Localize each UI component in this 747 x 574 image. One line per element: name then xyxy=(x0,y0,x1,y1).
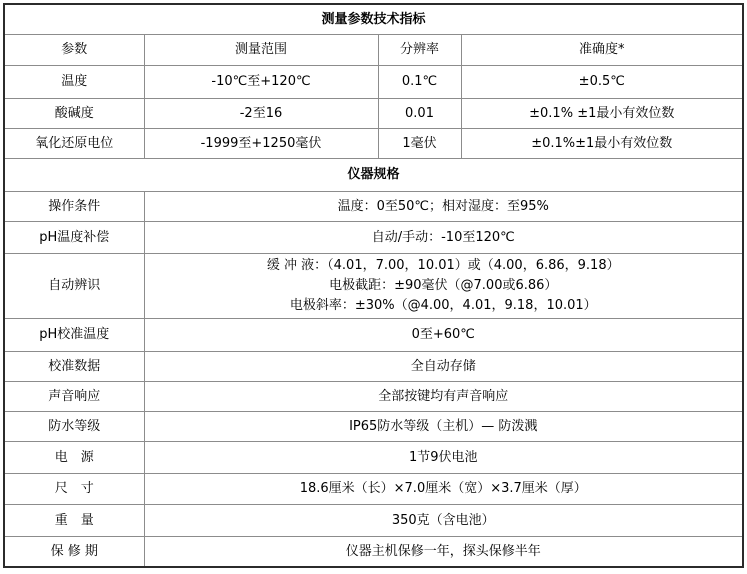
upper-section-title: 测量参数技术指标 xyxy=(4,4,743,34)
electrode-offset-line: 电极截距：±90毫伏（@7.00或6.86） xyxy=(329,277,558,293)
row-label: 电 源 xyxy=(4,441,144,473)
row-resolution: 1毫伏 xyxy=(378,128,461,158)
table-row-dimensions xyxy=(4,473,743,504)
row-range: -1999至+1250毫伏 xyxy=(144,128,378,158)
header-cell-resolution: 分辨率 xyxy=(378,34,461,65)
row-value: 1节9伏电池 xyxy=(144,441,743,473)
row-range: -2至16 xyxy=(144,98,378,128)
row-label: 保 修 期 xyxy=(4,536,144,567)
row-label: pH校准温度 xyxy=(4,318,144,351)
header-cell-accuracy: 准确度* xyxy=(461,34,743,65)
table-row-ph xyxy=(4,98,743,128)
table-row-weight xyxy=(4,504,743,536)
header-cell-range: 测量范围 xyxy=(144,34,378,65)
row-label: 声音响应 xyxy=(4,381,144,411)
table-row-cal-data xyxy=(4,351,743,381)
row-value: 仪器主机保修一年，探头保修半年 xyxy=(144,536,743,567)
table-row-power xyxy=(4,441,743,473)
row-label: 温度 xyxy=(4,65,144,98)
row-value: 全部按键均有声音响应 xyxy=(144,381,743,411)
row-label: 氧化还原电位 xyxy=(4,128,144,158)
table-row-audio-response xyxy=(4,381,743,411)
row-accuracy: ±0.1% ±1最小有效位数 xyxy=(461,98,743,128)
table-row-temperature xyxy=(4,65,743,98)
row-label: pH温度补偿 xyxy=(4,221,144,253)
table-row-orp xyxy=(4,128,743,158)
row-value: 温度：0至50℃；相对湿度：至95% xyxy=(144,191,743,221)
row-value: IP65防水等级（主机）— 防泼溅 xyxy=(144,411,743,441)
table-row-operating-conditions xyxy=(4,191,743,221)
row-value: 350克（含电池） xyxy=(144,504,743,536)
table-row-warranty xyxy=(4,536,743,567)
table-row-ph-cal-temp xyxy=(4,318,743,351)
row-range: -10℃至+120℃ xyxy=(144,65,378,98)
row-label: 操作条件 xyxy=(4,191,144,221)
table-row-auto-recognition xyxy=(4,253,743,318)
upper-header-row xyxy=(4,34,743,65)
row-resolution: 0.01 xyxy=(378,98,461,128)
row-value: 全自动存储 xyxy=(144,351,743,381)
row-resolution: 0.1℃ xyxy=(378,65,461,98)
row-label: 自动辨识 xyxy=(4,253,144,318)
row-value: 自动/手动：-10至120℃ xyxy=(144,221,743,253)
row-accuracy: ±0.5℃ xyxy=(461,65,743,98)
row-value: 0至+60℃ xyxy=(144,318,743,351)
row-label: 防水等级 xyxy=(4,411,144,441)
buffer-solutions-line: 缓 冲 液：（4.01，7.00，10.01）或（4.00，6.86，9.18） xyxy=(266,257,620,273)
row-label: 尺 寸 xyxy=(4,473,144,504)
row-label: 重 量 xyxy=(4,504,144,536)
lower-section-title: 仪器规格 xyxy=(4,158,743,191)
row-value xyxy=(144,253,743,318)
table-row-waterproof-rating xyxy=(4,411,743,441)
lower-title-row xyxy=(4,158,743,191)
row-label: 酸碱度 xyxy=(4,98,144,128)
row-value: 18.6厘米（长）×7.0厘米（宽）×3.7厘米（厚） xyxy=(144,473,743,504)
header-cell-parameter: 参数 xyxy=(4,34,144,65)
table-row-ph-temp-compensation xyxy=(4,221,743,253)
upper-title-row xyxy=(4,4,743,34)
electrode-slope-line: 电极斜率：±30%（@4.00，4.01，9.18，10.01） xyxy=(289,297,597,313)
row-accuracy: ±0.1%±1最小有效位数 xyxy=(461,128,743,158)
spec-table xyxy=(3,3,744,568)
row-label: 校准数据 xyxy=(4,351,144,381)
